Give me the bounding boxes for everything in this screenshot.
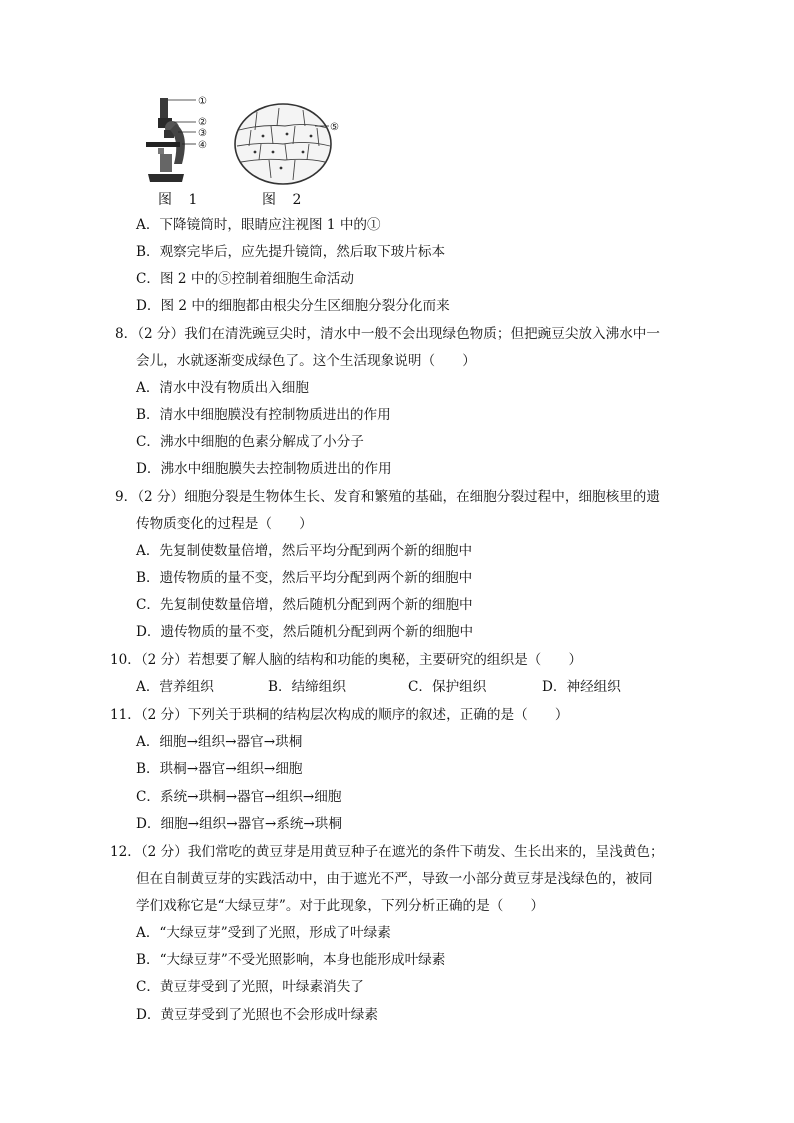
fig1-label-2: ②: [198, 117, 207, 128]
q8-stem-line2: 会儿，水就逐渐变成绿色了。这个生活现象说明（ ）: [136, 353, 476, 369]
q9-option-a: A．先复制使数量倍增，然后平均分配到两个新的细胞中: [136, 543, 473, 559]
fig1-label-3: ③: [198, 128, 207, 139]
fig2-label-5: ⑤: [330, 122, 339, 133]
q12-stem-line3: 学们戏称它是“大绿豆芽”。对于此现象，下列分析正确的是（ ）: [136, 898, 545, 914]
figure-2-caption: 图 2: [262, 192, 308, 208]
q8-option-c: C．沸水中细胞的色素分解成了小分子: [136, 434, 364, 450]
q11-option-d: D．细胞→组织→器官→系统→珙桐: [136, 816, 342, 832]
q12-option-c: C．黄豆芽受到了光照，叶绿素消失了: [136, 979, 364, 995]
fig1-label-1: ①: [198, 96, 207, 107]
q7-option-d: D．图 2 中的细胞都由根尖分生区细胞分裂分化而来: [136, 298, 450, 314]
q7-option-c: C．图 2 中的⑤控制着细胞生命活动: [136, 271, 355, 287]
q9-option-d: D．遗传物质的量不变，然后随机分配到两个新的细胞中: [136, 624, 474, 640]
cell-view-image: [233, 100, 348, 186]
q10-options-row: [136, 678, 621, 696]
q10-option-b: B．结缔组织: [268, 679, 346, 695]
q9-stem-line2: 传物质变化的过程是（ ）: [136, 516, 313, 532]
q7-option-a: A．下降镜筒时，眼睛应注视图 1 中的①: [136, 217, 381, 233]
q12-option-d: D．黄豆芽受到了光照也不会形成叶绿素: [136, 1007, 378, 1023]
q8-option-d: D．沸水中细胞膜失去控制物质进出的作用: [136, 461, 392, 477]
q11-stem: 11．（2 分）下列关于珙桐的结构层次构成的顺序的叙述，正确的是（ ）: [110, 707, 569, 723]
q10-option-d: D．神经组织: [542, 679, 621, 695]
q11-option-c: C．系统→珙桐→器官→组织→细胞: [136, 789, 342, 805]
figure-area: [138, 94, 358, 212]
q12-stem-line1: 12．（2 分）我们常吃的黄豆芽是用黄豆种子在遮光的条件下萌发、生长出来的，呈浅黄色；: [110, 844, 664, 860]
q7-option-b: B．观察完毕后，应先提升镜筒，然后取下玻片标本: [136, 244, 446, 260]
q9-option-c: C．先复制使数量倍增，然后随机分配到两个新的细胞中: [136, 597, 473, 613]
q10-stem: 10．（2 分）若想要了解人脑的结构和功能的奥秘，主要研究的组织是（ ）: [110, 652, 583, 668]
q8-stem-line1: 8．（2 分）我们在清洗豌豆尖时，清水中一般不会出现绿色物质；但把豌豆尖放入沸水中一: [115, 326, 660, 342]
q12-stem-line2: 但在自制黄豆芽的实践活动中，由于遮光不严，导致一小部分黄豆芽是浅绿色的，被同: [136, 871, 653, 887]
q8-option-a: A．清水中没有物质出入细胞: [136, 380, 309, 396]
q10-option-c: C．保护组织: [408, 679, 487, 695]
q12-option-a: A．“大绿豆芽”受到了光照，形成了叶绿素: [136, 925, 391, 941]
q10-option-a: A．营养组织: [136, 679, 214, 695]
microscope-image: [138, 94, 218, 186]
q9-option-b: B．遗传物质的量不变，然后平均分配到两个新的细胞中: [136, 570, 473, 586]
figure-1-caption: 图 1: [158, 192, 204, 208]
fig1-label-4: ④: [198, 140, 207, 151]
q11-option-a: A．细胞→组织→器官→珙桐: [136, 734, 303, 750]
q9-stem-line1: 9．（2 分）细胞分裂是生物体生长、发育和繁殖的基础，在细胞分裂过程中，细胞核里的遗: [115, 489, 660, 505]
q12-option-b: B．“大绿豆芽”不受光照影响，本身也能形成叶绿素: [136, 952, 446, 968]
q8-option-b: B．清水中细胞膜没有控制物质进出的作用: [136, 407, 391, 423]
q11-option-b: B．珙桐→器官→组织→细胞: [136, 761, 303, 777]
